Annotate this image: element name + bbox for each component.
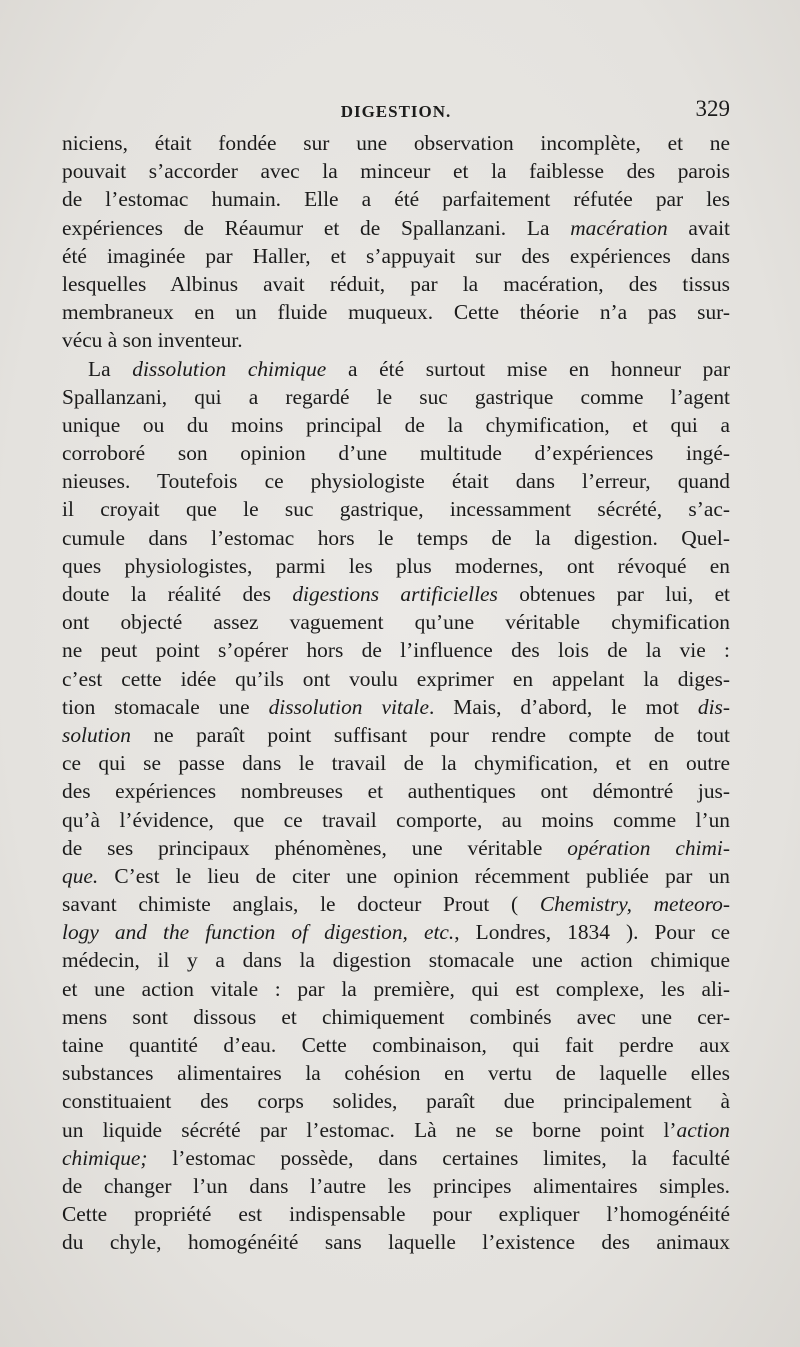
page-number: 329 <box>695 96 730 121</box>
text-line: il croyait que le suc gastrique, incessamment sécrété, s’ac- <box>62 497 730 522</box>
text-line: La dissolution chimique a été surtout mise en honneur par <box>88 356 730 381</box>
text-line: cumule dans l’estomac hors le temps de la digestion. Quel- <box>62 525 730 550</box>
text-line: ques physiologistes, parmi les plus modernes, ont révoqué en <box>62 553 730 578</box>
body-text <box>62 129 730 1257</box>
text-line: de ses principaux phénomènes, une véritable opération chimi- <box>62 835 730 860</box>
text-line: ne peut point s’opérer hors de l’influence des lois de la vie : <box>62 638 730 663</box>
text-line: expériences de Réaumur et de Spallanzani. La macération avait <box>62 215 730 240</box>
text-line: logy and the function of digestion, etc., Londres, 1834 ). Pour ce <box>62 920 730 945</box>
text-line: et une action vitale : par la première, qui est complexe, les ali- <box>62 976 730 1001</box>
text-line: vécu à son inventeur. <box>62 328 243 353</box>
text-line: c’est cette idée qu’ils ont voulu exprimer en appelant la diges- <box>62 666 730 691</box>
text-line: savant chimiste anglais, le docteur Prout ( Chemistry, meteoro- <box>62 892 731 917</box>
text-line: niciens, était fondée sur une observation incomplète, et ne <box>62 131 730 155</box>
text-line: lesquelles Albinus avait réduit, par la macération, des tissus <box>62 271 730 296</box>
text-line: Spallanzani, qui a regardé le suc gastrique comme l’agent <box>62 384 730 409</box>
text-line: corroboré son opinion d’une multitude d’expériences ingé- <box>62 441 730 466</box>
text-line: substances alimentaires la cohésion en vertu de laquelle elles <box>62 1061 730 1086</box>
text-line: taine quantité d’eau. Cette combinaison, qui fait perdre aux <box>62 1033 730 1057</box>
text-line: de l’estomac humain. Elle a été parfaitement réfutée par les <box>62 187 730 212</box>
text-line: membraneux en un fluide muqueux. Cette théorie n’a pas sur- <box>62 300 730 325</box>
text-line: constituaient des corps solides, paraît due principalement à <box>62 1089 730 1114</box>
text-line: solution ne paraît point suffisant pour rendre compte de tout <box>62 722 730 747</box>
text-line: été imaginée par Haller, et s’appuyait sur des expériences dans <box>62 243 730 268</box>
text-line: doute la réalité des digestions artificielles obtenues par lui, et <box>62 582 731 606</box>
text-line: pouvait s’accorder avec la minceur et la faiblesse des parois <box>62 159 730 184</box>
text-line: du chyle, homogénéité sans laquelle l’existence des animaux <box>62 1230 730 1255</box>
text-line: ont objecté assez vaguement qu’une véritable chymification <box>62 610 730 635</box>
running-head <box>62 96 730 130</box>
text-line: un liquide sécrété par l’estomac. Là ne se borne point l’action <box>62 1117 730 1142</box>
text-line: médecin, il y a dans la digestion stomacale une action chimique <box>62 948 730 973</box>
text-line: nieuses. Toutefois ce physiologiste était dans l’erreur, quand <box>62 469 730 494</box>
text-line: Cette propriété est indispensable pour expliquer l’homogénéité <box>62 1202 730 1227</box>
text-line: que. C’est le lieu de citer une opinion récemment publiée par un <box>62 863 730 888</box>
text-line: des expériences nombreuses et authentiques ont démontré jus- <box>62 779 730 804</box>
text-line: tion stomacale une dissolution vitale. Mais, d’abord, le mot dis- <box>62 694 730 719</box>
running-title: DIGESTION. <box>340 102 452 121</box>
text-line: de changer l’un dans l’autre les principes alimentaires simples. <box>62 1173 730 1198</box>
text-line: chimique; l’estomac possède, dans certaines limites, la faculté <box>62 1145 730 1170</box>
text-line: mens sont dissous et chimiquement combinés avec une cer- <box>62 1004 730 1029</box>
text-line: qu’à l’évidence, que ce travail comporte, au moins comme l’un <box>62 807 730 832</box>
text-line: unique ou du moins principal de la chymification, et qui a <box>62 412 730 437</box>
text-line: ce qui se passe dans le travail de la chymification, et en outre <box>62 751 730 776</box>
